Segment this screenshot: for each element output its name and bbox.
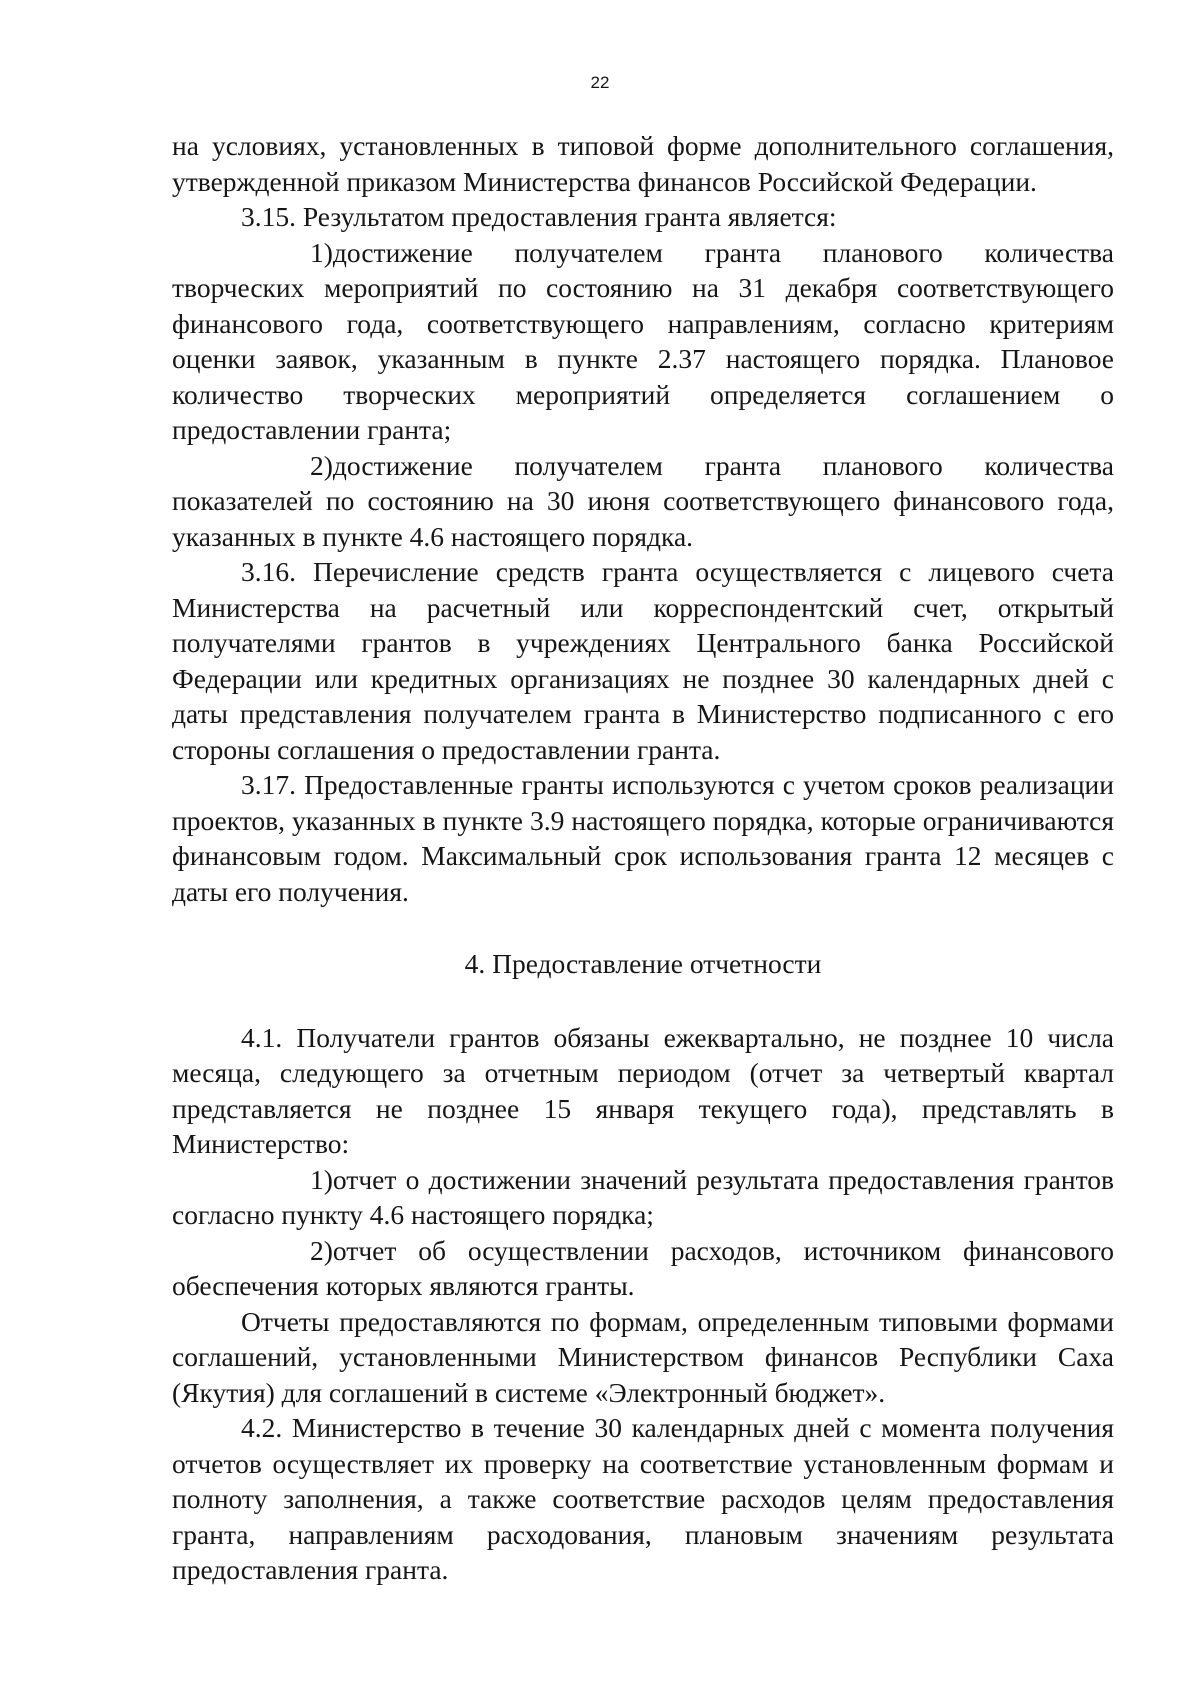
paragraph-3-15: 3.15. Результатом предоставления гранта является: bbox=[241, 201, 837, 232]
section-heading: 4. Предоставление отчетности bbox=[464, 948, 822, 979]
paragraph-4-1-item-1 bbox=[172, 1162, 1114, 1233]
paragraph-3-15-item-2 bbox=[172, 448, 1114, 555]
document-body bbox=[172, 128, 1114, 1588]
paragraph-4-1-item-2 bbox=[172, 1233, 1114, 1304]
list-item-text: отчет о достижении значений результата предоставления грантов согласно пункту 4.6 настоящего порядка; bbox=[172, 1163, 1114, 1230]
page-number: 22 bbox=[590, 73, 610, 92]
list-number: 2) bbox=[310, 449, 333, 481]
paragraph-3-17: 3.17. Предоставленные гранты используются с учетом сроков реализации проектов, указанных в пункте 3.9 настоящего порядка, которые ограничиваются финансовым годом. Максимальный срок использования гранта 12 месяцев с даты его получения. bbox=[172, 769, 1114, 907]
list-number: 2) bbox=[310, 1234, 333, 1266]
list-item-text: достижение получателем гранта планового количества показателей по состоянию на 30 июня соответствующего финансового года, указанных в пункте 4.6 настоящего порядка. bbox=[172, 449, 1114, 552]
paragraph-4-2: 4.2. Министерство в течение 30 календарных дней с момента получения отчетов осуществляет их проверку на соответствие установленным формам и полноту заполнения, а также соответствие расходов целям предоставления гранта, направлениям расходования, плановым значениям результата предоставления гранта. bbox=[172, 1412, 1114, 1585]
list-item-text: отчет об осуществлении расходов, источником финансового обеспечения которых являются гранты. bbox=[172, 1234, 1114, 1301]
list-item-text: достижение получателем гранта планового количества творческих мероприятий по состоянию на 31 декабря соответствующего финансового года, соответствующего направлениям, согласно критериям оценки заявок, указанным в пункте 2.37 настоящего порядка. Плановое количество творческих мероприятий определяется соглашением о предоставлении гранта; bbox=[172, 236, 1114, 445]
paragraph-4-1: 4.1. Получатели грантов обязаны ежеквартально, не позднее 10 числа месяца, следующего за отчетным периодом (отчет за четвертый квартал представляется не позднее 15 января текущего года), представлять в Министерство: bbox=[172, 1021, 1114, 1159]
paragraph-3-16: 3.16. Перечисление средств гранта осуществляется с лицевого счета Министерства на расчетный или корреспондентский счет, открытый получателями грантов в учреждениях Центрального банка Российской Федерации или кредитных организациях не позднее 30 календарных дней с даты представления получателем гранта в Министерство подписанного с его стороны соглашения о предоставлении гранта. bbox=[172, 556, 1114, 765]
paragraph-4-1-forms: Отчеты предоставляются по формам, определенным типовыми формами соглашений, установленными Министерством финансов Республики Саха (Якутия) для соглашений в системе «Электронный бюджет». bbox=[172, 1305, 1114, 1408]
paragraph-3-15-item-1 bbox=[172, 235, 1114, 448]
list-number: 1) bbox=[310, 1163, 333, 1195]
paragraph-continuation: на условиях, установленных в типовой форме дополнительного соглашения, утвержденной приказом Министерства финансов Российской Федерации. bbox=[172, 130, 1114, 197]
list-number: 1) bbox=[310, 236, 333, 268]
